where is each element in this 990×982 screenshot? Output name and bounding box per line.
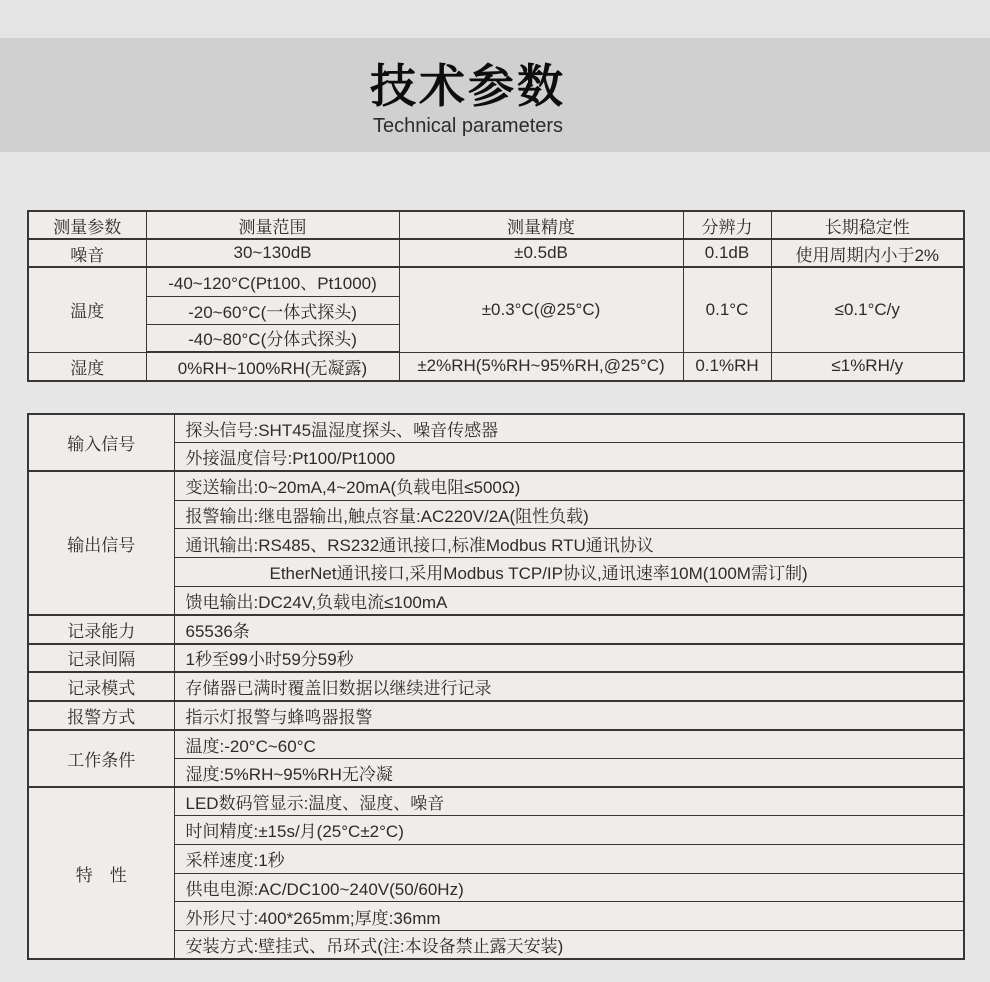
output-signal-row-1 xyxy=(28,471,964,500)
working-humidity: 湿度:5%RH~95%RH无冷凝 xyxy=(174,758,964,787)
record-capacity-row xyxy=(28,615,964,644)
input-signal-probe: 探头信号:SHT45温湿度探头、噪音传感器 xyxy=(174,414,964,443)
temperature-range-2: -20~60°C(一体式探头) xyxy=(146,296,399,324)
record-mode-label: 记录模式 xyxy=(28,672,174,701)
measurement-spec-table xyxy=(27,210,965,382)
humidity-range: 0%RH~100%RH(无凝露) xyxy=(146,352,399,381)
record-mode-value: 存储器已满时覆盖旧数据以继续进行记录 xyxy=(174,672,964,701)
output-comm: 通讯输出:RS485、RS232通讯接口,标准Modbus RTU通讯协议 xyxy=(174,529,964,558)
humidity-stability: ≤1%RH/y xyxy=(771,352,964,381)
output-feed-power: 馈电输出:DC24V,负载电流≤100mA xyxy=(174,586,964,615)
header-measure-param: 测量参数 xyxy=(28,211,146,239)
temperature-resolution: 0.1°C xyxy=(683,267,771,352)
humidity-row xyxy=(28,352,964,381)
feature-sample-rate: 采样速度:1秒 xyxy=(174,844,964,873)
output-transmit: 变送输出:0~20mA,4~20mA(负载电阻≤500Ω) xyxy=(174,471,964,500)
noise-range: 30~130dB xyxy=(146,239,399,267)
temperature-stability: ≤0.1°C/y xyxy=(771,267,964,352)
measurement-header-row xyxy=(28,211,964,239)
working-conditions-label: 工作条件 xyxy=(28,730,174,787)
feature-led-display: LED数码管显示:温度、湿度、噪音 xyxy=(174,787,964,816)
temperature-row-1 xyxy=(28,267,964,296)
features-label: 特 性 xyxy=(28,787,174,959)
detail-spec-table xyxy=(27,413,965,960)
feature-time-accuracy: 时间精度:±15s/月(25°C±2°C) xyxy=(174,816,964,845)
feature-mounting: 安装方式:壁挂式、吊环式(注:本设备禁止露天安装) xyxy=(174,930,964,959)
output-signal-label: 输出信号 xyxy=(28,471,174,614)
alarm-mode-label: 报警方式 xyxy=(28,701,174,730)
humidity-accuracy: ±2%RH(5%RH~95%RH,@25°C) xyxy=(399,352,683,381)
temperature-accuracy: ±0.3°C(@25°C) xyxy=(399,267,683,352)
feature-power-supply: 供电电源:AC/DC100~240V(50/60Hz) xyxy=(174,873,964,902)
noise-stability: 使用周期内小于2% xyxy=(771,239,964,267)
header-long-term-stability: 长期稳定性 xyxy=(771,211,964,239)
working-conditions-row-1 xyxy=(28,730,964,759)
top-light-band xyxy=(0,0,990,38)
record-interval-label: 记录间隔 xyxy=(28,644,174,673)
alarm-mode-row xyxy=(28,701,964,730)
header-measure-accuracy: 测量精度 xyxy=(399,211,683,239)
record-capacity-label: 记录能力 xyxy=(28,615,174,644)
working-temp: 温度:-20°C~60°C xyxy=(174,730,964,759)
input-signal-label: 输入信号 xyxy=(28,414,174,471)
output-alarm: 报警输出:继电器输出,触点容量:AC220V/2A(阻性负载) xyxy=(174,500,964,529)
temperature-range-3: -40~80°C(分体式探头) xyxy=(146,324,399,352)
alarm-mode-value: 指示灯报警与蜂鸣器报警 xyxy=(174,701,964,730)
humidity-param: 湿度 xyxy=(28,352,146,381)
record-capacity-value: 65536条 xyxy=(174,615,964,644)
input-signal-external-temp: 外接温度信号:Pt100/Pt1000 xyxy=(174,443,964,472)
noise-resolution: 0.1dB xyxy=(683,239,771,267)
record-interval-row xyxy=(28,644,964,673)
noise-accuracy: ±0.5dB xyxy=(399,239,683,267)
noise-row xyxy=(28,239,964,267)
feature-dimensions: 外形尺寸:400*265mm;厚度:36mm xyxy=(174,902,964,931)
header-resolution: 分辨力 xyxy=(683,211,771,239)
page-title: 技术参数 xyxy=(370,60,566,112)
header-measure-range: 测量范围 xyxy=(146,211,399,239)
record-interval-value: 1秒至99小时59分59秒 xyxy=(174,644,964,673)
features-row-1 xyxy=(28,787,964,816)
temperature-range-1: -40~120°C(Pt100、Pt1000) xyxy=(146,267,399,296)
output-ethernet: EtherNet通讯接口,采用Modbus TCP/IP协议,通讯速率10M(100M需订制) xyxy=(174,557,964,586)
temperature-param: 温度 xyxy=(28,267,146,352)
record-mode-row xyxy=(28,672,964,701)
noise-param: 噪音 xyxy=(28,239,146,267)
page-subtitle: Technical parameters xyxy=(372,115,564,137)
input-signal-row-1 xyxy=(28,414,964,443)
humidity-resolution: 0.1%RH xyxy=(683,352,771,381)
